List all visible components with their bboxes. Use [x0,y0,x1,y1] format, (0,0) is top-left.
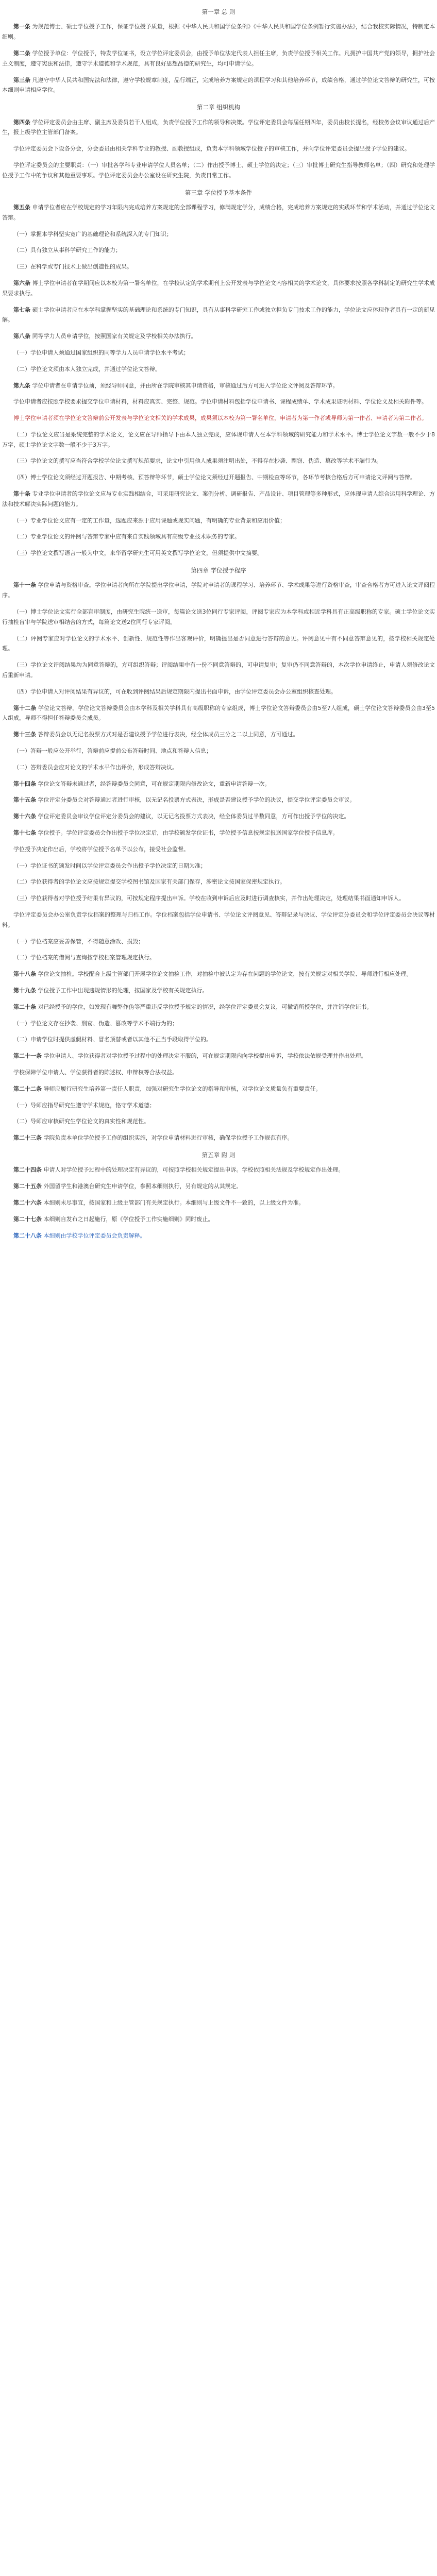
article-paragraph [2,331,435,342]
article-paragraph [2,795,435,805]
article-text: 学位论文答辩。学位论文答辩委员会由本学科及相关学科具有高级职称的专家组成，博士学位论文答辩委员会由5至7人组成，硕士学位论文答辩委员会由3至5人组成，导师不得担任答辩委员会成员。 [2,704,435,722]
article-paragraph [2,456,435,466]
article-number: 第二十四条 [13,1166,42,1174]
article-text: 学位授予决定作出后，学校将学位授予名单予以公布，接受社会监督。 [13,845,189,853]
article-paragraph [2,305,435,326]
article-paragraph [2,472,435,483]
article-paragraph [2,1165,435,1175]
article-text: 外国留学生和港澳台研究生申请学位，参照本细则执行，另有规定的从其规定。 [43,1183,242,1190]
article-text: （二）导师应审核研究生学位论文的真实性和规范性。 [13,1118,149,1125]
article-text: （二）学位档案的借阅与查询按学校档案管理规定执行。 [13,954,155,961]
article-text: 学位评定分委员会对答辩通过者进行审核，以无记名投票方式表决，形成是否建议授予学位的决议，提交学位评定委员会审议。 [38,796,356,804]
article-number: 第十四条 [13,780,36,787]
article-paragraph [2,986,435,996]
article-paragraph [2,22,435,42]
article-text: （一）博士学位论文实行全部盲审制度，由研究生院统一送审，每篇论文送3位同行专家评阅，评阅专家应为本学科或相近学科具有正高级职称的专家。硕士学位论文实行抽检盲审与学院送审相结合的方式，每篇论文送2位同行专家评阅。 [2,608,435,625]
article-text: 同等学力人员申请学位，按照国家有关规定及学校相关办法执行。 [32,333,197,340]
article-paragraph [2,75,435,96]
article-text: 专业学位申请者的学位论文应与专业实践相结合，可采用研究论文、案例分析、调研报告、产品设计、项目管理等多种形式，应体现申请人综合运用科学理论、方法和技术解决实际问题的能力。 [2,490,435,507]
article-text: 学位授予单位：学位授予，特发学位证书，设立学位评定委员会，由授予单位法定代表人担任主席，负责学位授予相关工作。凡拥护中国共产党的领导，拥护社会主义制度，遵守宪法和法律，遵守学术道德和学术规范，具有良好思想品德的研究生，均可申请学位。 [2,49,435,67]
article-paragraph [2,1231,435,1241]
article-text: （三）学位论文评阅结果均为同意答辩的，方可组织答辩；评阅结果中有一份不同意答辩的，可申请复审；复审仍不同意答辩的，本次学位申请终止，申请人须修改论文后重新申请。 [2,662,435,679]
article-paragraph [2,1051,435,1061]
article-paragraph [2,548,435,558]
article-paragraph [2,144,435,154]
article-paragraph [2,245,435,256]
article-paragraph [2,828,435,838]
article-number: 第四条 [13,118,31,126]
article-paragraph [2,364,435,375]
article-text: 学位评定委员会审议学位评定分委员会的建议，以无记名投票方式表决，经全体委员过半数同意，方可作出授予学位的决定。 [38,813,350,820]
document-body [2,7,435,1241]
article-number: 第十五条 [13,796,36,804]
article-paragraph [2,278,435,299]
article-paragraph [2,703,435,724]
chapter-heading: 第一章 总 则 [201,8,236,15]
article-paragraph [2,229,435,240]
article-paragraph [2,413,435,423]
article-paragraph [2,516,435,526]
article-number: 第十一条 [13,582,37,589]
article-paragraph [2,893,435,904]
article-text: 学位申请者在申请学位前，须经导师同意，并由所在学院审核其申请资格，审核通过后方可进入学位论文评阅及答辩环节。 [32,382,339,389]
article-paragraph [2,969,435,979]
article-paragraph [2,1019,435,1029]
article-paragraph [2,1116,435,1127]
article-paragraph [2,1035,435,1045]
article-text: 学位申请与资格审查。学位申请者向所在学院提出学位申请，学院对申请者的课程学习、培养环节、学术成果等进行资格审查，审查合格者方可进入论文评阅程序。 [2,582,435,599]
article-text: 学位评定委员会下设各分会，分会委员由相关学科专业的教授、副教授组成，负责本学科领域学位授予的审核工作，并向学位评定委员会提出授予学位的建议。 [13,145,410,152]
article-text: 学位授予。学位评定委员会作出授予学位决定后，由学校颁发学位证书，学位授予信息按规定报送国家学位授予信息库。 [38,829,339,836]
article-paragraph [2,660,435,681]
article-number: 第八条 [13,333,30,340]
article-number: 第九条 [13,382,30,389]
article-number: 第二十一条 [13,1053,42,1060]
article-paragraph [2,844,435,855]
article-number: 第二十七条 [13,1215,42,1223]
article-number: 第十七条 [13,829,36,836]
article-number: 第二十五条 [13,1183,42,1190]
article-text: （四）博士学位论文须经过开题报告、中期考核、预答辩等环节，硕士学位论文须经过开题报告、中期检查等环节，各环节考核合格后方可申请论文评阅与答辩。 [13,474,416,481]
article-paragraph [2,861,435,871]
article-paragraph [2,430,435,450]
article-text: （三）学位论文撰写语言一般为中文，来华留学研究生可用英文撰写学位论文，但须提供中文摘要。 [13,550,263,557]
chapter-heading: 第五章 附 则 [201,1151,236,1159]
article-number: 第二十六条 [13,1199,42,1206]
article-text: 学位授予工作中出现违规情形的处理，按国家及学校有关规定执行。 [38,987,208,994]
chapter-heading: 第二章 组织机构 [196,104,241,111]
article-paragraph [2,607,435,628]
article-paragraph [2,348,435,358]
article-paragraph [2,1198,435,1208]
article-number: 第二十二条 [13,1085,42,1092]
article-text: 学位评定委员会的主要职责：（一）审批各学科专业申请学位人员名单；（二）作出授予博士、硕士学位的决定；（三）审批博士研究生指导教师名单；（四）研究和处理学位授予工作中的争议和其他重要事项。学位评定委员会办公室设在研究生院，负责日常工作。 [2,161,435,179]
article-paragraph [2,160,435,181]
article-text: 博士学位申请者须在学位论文答辩前公开发表与学位论文相关的学术成果，成果须以本校为第一署名单位，申请者为第一作者或导师为第一作者、申请者为第二作者。 [13,415,427,422]
article-text: 对已经授予的学位，如发现有舞弊作伪等严重违反学位授予规定的情况，经学位评定委员会复议，可撤销所授学位，并注销学位证书。 [38,1003,373,1010]
article-text: （一）学位证书的颁发时间以学位评定委员会作出授予学位决定的日期为准； [13,862,206,869]
article-text: 学校保障学位申请人、学位获得者的陈述权、申辩权等合法权益。 [13,1069,178,1076]
article-text: （二）专业学位论文的评阅与答辩专家中应有来自实践领域具有高级专业技术职务的专家。 [13,533,240,540]
article-text: 学位评定委员会由主席、副主席及委员若干人组成，负责学位授予工作的领导和决策。学位评定委员会每届任期四年，委员由校长提名，经校务会议审议通过后产生，报上级学位主管部门备案。 [2,118,435,136]
article-text: 学位论文抽检。学校配合上级主管部门开展学位论文抽检工作，对抽检中被认定为存在问题的学位论文，按有关规定对相关学院、导师进行相应处理。 [38,971,412,978]
article-text: （一）学位档案应妥善保管，不得随意涂改、损毁； [13,938,144,945]
article-text: （一）掌握本学科坚实宽广的基础理论和系统深入的专门知识； [13,230,172,238]
article-paragraph [2,1214,435,1225]
article-text: 学位评定委员会办公室负责学位档案的整理与归档工作。学位档案包括学位申请书、学位论文评阅意见、答辩记录与决议、学位评定分委员会和学位评定委员会决议等材料。 [2,911,435,928]
article-text: （三）在科学或专门技术上做出创造性的成果。 [13,263,132,270]
article-paragraph [2,746,435,756]
article-text: 学位申请者应按照学校要求提交学位申请材料，材料应真实、完整、规范。学位申请材料包括学位申请书、课程成绩单、学术成果证明材料、学位论文及相关附件等。 [13,398,427,405]
article-paragraph [2,1084,435,1094]
article-paragraph [2,202,435,223]
article-paragraph [2,397,435,407]
article-text: 导师应履行研究生培养第一责任人职责，加强对研究生学位论文的指导和审核，对学位论文质量负有重要责任。 [43,1085,322,1092]
article-paragraph [2,877,435,887]
article-number: 第七条 [13,306,31,313]
article-number: 第十九条 [13,987,36,994]
article-text: （一）导师应指导研究生遵守学术规范，恪守学术道德； [13,1101,155,1109]
article-paragraph [2,910,435,930]
article-text: 为规范博士、硕士学位授予工作，保证学位授予质量，根据《中华人民共和国学位条例》《中华人民共和国学位条例暂行实施办法》，结合我校实际情况，特制定本细则。 [2,23,435,41]
article-number: 第二十条 [13,1003,36,1010]
article-number: 第二十三条 [13,1134,42,1142]
article-paragraph [2,762,435,773]
article-paragraph [2,117,435,138]
article-text: 申请学位者应在学校规定的学习年限内完成培养方案规定的全部课程学习，修满规定学分，成绩合格，完成培养方案规定的实践环节和学术活动，并通过学位论文答辩。 [2,204,435,221]
article-paragraph [2,489,435,510]
article-number: 第三条 [13,76,31,83]
article-paragraph [2,811,435,822]
article-text: （二）评阅专家应对学位论文的学术水平、创新性、规范性等作出客观评价，明确提出是否同意进行答辩的意见。评阅意见中有不同意答辩意见的，按学校相关规定处理。 [2,635,435,652]
article-paragraph [2,262,435,272]
article-text: 博士学位申请者在学期间应以本校为第一署名单位，在学校认定的学术期刊上公开发表与学位论文内容相关的学术论文，具体要求按照各学科制定的研究生学术成果要求执行。 [2,279,435,297]
article-text: 本细则未尽事宜，按国家和上级主管部门有关规定执行。本细则与上级文件不一致的，以上级文件为准。 [43,1199,305,1206]
article-number: 第一条 [13,23,31,30]
article-text: （二）学位获得者的学位论文应按规定提交学校图书馆及国家有关部门保存，涉密论文按国家保密规定执行。 [13,878,285,886]
article-paragraph [2,1181,435,1192]
article-text: （四）学位申请人对评阅结果有异议的，可在收到评阅结果后规定期限内提出书面申诉，由学位评定委员会办公室组织核查处理。 [13,688,337,695]
article-paragraph [2,532,435,542]
article-paragraph [2,1067,435,1078]
article-paragraph [2,634,435,654]
article-text: 学位论文答辩未通过者，经答辩委员会同意，可在规定期限内修改论文，重新申请答辩一次。 [38,780,271,787]
article-text: （一）学位论文存在抄袭、剽窃、伪造、篡改等学术不端行为的； [13,1020,178,1027]
article-number: 第十条 [13,490,31,498]
article-paragraph [2,937,435,947]
article-text: 答辩委员会以无记名投票方式对是否建议授予学位进行表决，经全体成员三分之二以上同意，方可通过。 [38,731,299,738]
article-number: 第二十八条 [13,1232,42,1239]
article-text: 本细则由学校学位评定委员会负责解释。 [43,1232,146,1239]
article-paragraph [2,580,435,601]
article-paragraph [2,48,435,69]
article-text: （二）具有独立从事科学研究工作的能力； [13,247,121,254]
article-number: 第二条 [13,49,31,57]
article-text: （三）学位论文的撰写应当符合学校学位论文撰写规范要求，论文中引用他人成果须注明出处，不得存在抄袭、剽窃、伪造、篡改等学术不端行为。 [13,457,382,465]
article-number: 第十二条 [13,704,37,711]
article-text: （一）学位申请人须通过国家组织的同等学力人员申请学位水平考试； [13,349,189,356]
article-paragraph [2,1133,435,1143]
article-paragraph [2,1100,435,1111]
article-text: 凡遵守中华人民共和国宪法和法律，遵守学校规章制度，品行端正，完成培养方案规定的课程学习和其他培养环节，成绩合格，通过学位论文答辩的研究生，可按本细则申请相应学位。 [2,76,435,94]
article-paragraph [2,779,435,789]
article-text: 申请人对学位授予过程中的处理决定有异议的，可按照学校相关规定提出申诉。学校依照相关法规及学校规定作出处理。 [43,1166,344,1174]
article-text: （一）专业学位论文应有一定的工作量，选题应来源于应用课题或现实问题，有明确的专业背景和应用价值； [13,517,285,524]
article-text: （二）答辩委员会应对论文的学术水平作出评价，形成答辩决议。 [13,764,178,771]
chapter-heading: 第四章 学位授予程序 [191,567,246,574]
article-number: 第六条 [13,279,31,286]
article-text: （三）学位获得者对学位授予结果有异议的，可按规定程序提出申诉。学校在收到申诉后应及时进行调查核实，并作出处理决定，处理结果书面通知申诉人。 [13,895,405,902]
article-number: 第十六条 [13,813,36,820]
article-paragraph [2,730,435,740]
article-paragraph [2,687,435,697]
article-text: （一）答辩一般应公开举行，答辩前应提前公布答辩时间、地点和答辩人信息； [13,748,212,755]
article-text: 学位申请人、学位获得者对学位授予过程中的处理决定不服的，可在规定期限内向学校提出申诉，学校依法依规受理并作出处理。 [43,1053,367,1060]
article-text: （二）学位论文应当是系统完整的学术论文，论文应在导师指导下由本人独立完成，应体现申请人在本学科领域的研究能力和学术水平。博士学位论文字数一般不少于8万字，硕士学位论文字数一般不少于3万字。 [2,431,435,448]
article-number: 第十八条 [13,971,36,978]
article-text: 学院负责本单位学位授予工作的组织实施，对学位申请材料进行审核，确保学位授予工作规范有序。 [43,1134,293,1142]
article-number: 第十三条 [13,731,36,738]
article-text: 硕士学位申请者应在本学科掌握坚实的基础理论和系统的专门知识，具有从事科学研究工作或独立担负专门技术工作的能力，学位论文应体现作者具有一定的新见解。 [2,306,435,324]
article-number: 第五条 [13,204,31,211]
article-text: （二）申请学位时提供虚假材料、冒名顶替或者以其他不正当手段取得学位的。 [13,1036,212,1043]
chapter-heading: 第三章 学位授予基本条件 [184,189,253,196]
article-text: 本细则自发布之日起施行，原《学位授予工作实施细则》同时废止。 [43,1215,214,1223]
article-paragraph [2,381,435,391]
article-text: （二）学位论文须由本人独立完成，并通过学位论文答辩。 [13,365,161,372]
article-paragraph [2,1002,435,1012]
article-paragraph [2,953,435,963]
